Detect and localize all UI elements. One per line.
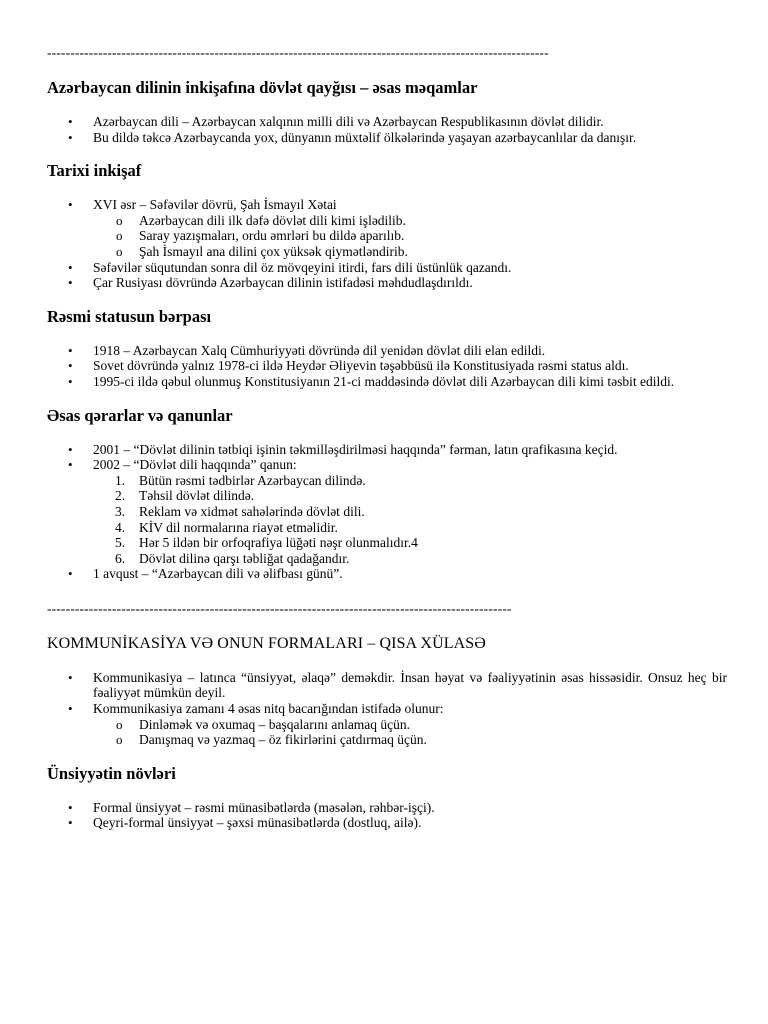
- separator-line: ------------------------------------------------------------------------------------------------------------: [47, 45, 549, 60]
- list-item: • Azərbaycan dili – Azərbaycan xalqının milli dili və Azərbaycan Respublikasının dövlət dilidir.: [47, 114, 727, 130]
- list-item: • Kommunikasiya – latınca “ünsiyyət, əlaqə” deməkdir. İnsan həyat və fəaliyyətinin əsas hissəsidir. Onsuz heç bir fəaliyyət mümkün deyil.: [47, 670, 727, 701]
- item-text: Bütün rəsmi tədbirlər Azərbaycan dilində.: [139, 472, 366, 488]
- item-number: 3.: [115, 503, 126, 519]
- bullet-list: [47, 442, 727, 582]
- section-heading: Ünsiyyətin növləri: [47, 763, 176, 783]
- list-item: • 1 avqust – “Azərbaycan dili və əlifbası günü”.: [47, 566, 727, 582]
- sub-list-item: o Dinləmək və oxumaq – başqalarını anlamaq üçün.: [93, 717, 727, 733]
- separator-line: ----------------------------------------------------------------------------------------------------: [47, 600, 512, 616]
- sub-list-item: o Azərbaycan dili ilk dəfə dövlət dili kimi işlədilib.: [93, 213, 727, 229]
- list-item-text: 2002 – “Dövlət dili haqqında” qanun:: [93, 457, 297, 473]
- list-item: [47, 197, 727, 259]
- bullet-list: [47, 114, 727, 145]
- section-heading: Tarixi inkişaf: [47, 161, 142, 181]
- list-item: • Bu dildə təkcə Azərbaycanda yox, dünyanın müxtəlif ölkələrində yaşayan azərbaycanlılar da danışır.: [47, 130, 727, 146]
- bullet-list: [47, 343, 727, 390]
- numbered-item: [93, 535, 727, 551]
- numbered-item: [93, 504, 727, 520]
- list-item: [47, 457, 727, 566]
- item-number: 5.: [115, 535, 126, 551]
- sub-list: [93, 213, 727, 260]
- item-text: Reklam və xidmət sahələrində dövlət dili.: [139, 503, 365, 519]
- item-number: 4.: [115, 519, 126, 535]
- list-item: • Sovet dövründə yalnız 1978-ci ildə Heydər Əliyevin təşəbbüsü ilə Konstitusiyada rəsmi status aldı.: [47, 358, 727, 374]
- sub-list: [93, 717, 727, 748]
- item-number: 2.: [115, 488, 126, 504]
- bullet-list: [47, 197, 727, 291]
- document-page: [47, 44, 727, 831]
- item-number: 6.: [115, 550, 126, 566]
- item-number: 1.: [115, 472, 126, 488]
- bullet-list: [47, 800, 727, 831]
- list-item: • Formal ünsiyyət – rəsmi münasibətlərdə (məsələn, rəhbər-işçi).: [47, 800, 727, 816]
- numbered-list: [93, 473, 727, 567]
- list-item: • Çar Rusiyası dövründə Azərbaycan dilinin istifadəsi məhdudlaşdırıldı.: [47, 275, 727, 291]
- list-item: • Səfəvilər süqutundan sonra dil öz mövqeyini itirdi, fars dili üstünlük qazandı.: [47, 260, 727, 276]
- numbered-item: [93, 473, 727, 489]
- list-item-text: Kommunikasiya zamanı 4 əsas nitq bacarığından istifadə olunur:: [93, 701, 444, 717]
- numbered-item: [93, 488, 727, 504]
- list-item-text: XVI əsr – Səfəvilər dövrü, Şah İsmayıl Xətai: [93, 197, 337, 213]
- numbered-item: [93, 520, 727, 536]
- sub-list-item: o Saray yazışmaları, ordu əmrləri bu dildə aparılıb.: [93, 228, 727, 244]
- item-text: Dövlət dilinə qarşı təbliğat qadağandır.: [139, 550, 350, 566]
- item-text: KİV dil normalarına riayət etməlidir.: [139, 519, 338, 535]
- sub-list-item: o Danışmaq və yazmaq – öz fikirlərini çatdırmaq üçün.: [93, 732, 727, 748]
- part-title: KOMMUNİKASİYA VƏ ONUN FORMALARI – QISA XÜLASƏ: [47, 634, 486, 652]
- list-item: • 2001 – “Dövlət dilinin tətbiqi işinin təkmilləşdirilməsi haqqında” fərman, latın qrafikasına keçid.: [47, 442, 727, 458]
- list-item: • 1995-ci ildə qəbul olunmuş Konstitusiyanın 21-ci maddəsində dövlət dili Azərbaycan dili kimi təsbit edildi.: [47, 374, 727, 390]
- list-item: • Qeyri-formal ünsiyyət – şəxsi münasibətlərdə (dostluq, ailə).: [47, 815, 727, 831]
- item-text: Təhsil dövlət dilində.: [139, 488, 255, 504]
- section-heading: Azərbaycan dilinin inkişafına dövlət qayğısı – əsas məqamlar: [47, 78, 478, 97]
- bullet-list: [47, 670, 727, 748]
- section-heading: Əsas qərarlar və qanunlar: [47, 405, 233, 425]
- section-heading: Rəsmi statusun bərpası: [47, 306, 212, 326]
- list-item: [47, 701, 727, 748]
- list-item: • 1918 – Azərbaycan Xalq Cümhuriyyəti dövründə dil yenidən dövlət dili elan edildi.: [47, 343, 727, 359]
- sub-list-item: o Şah İsmayıl ana dilini çox yüksək qiymətləndirib.: [93, 244, 727, 260]
- item-text: Hər 5 ildən bir orfoqrafiya lüğəti nəşr olunmalıdır.4: [139, 535, 418, 551]
- numbered-item: [93, 551, 727, 567]
